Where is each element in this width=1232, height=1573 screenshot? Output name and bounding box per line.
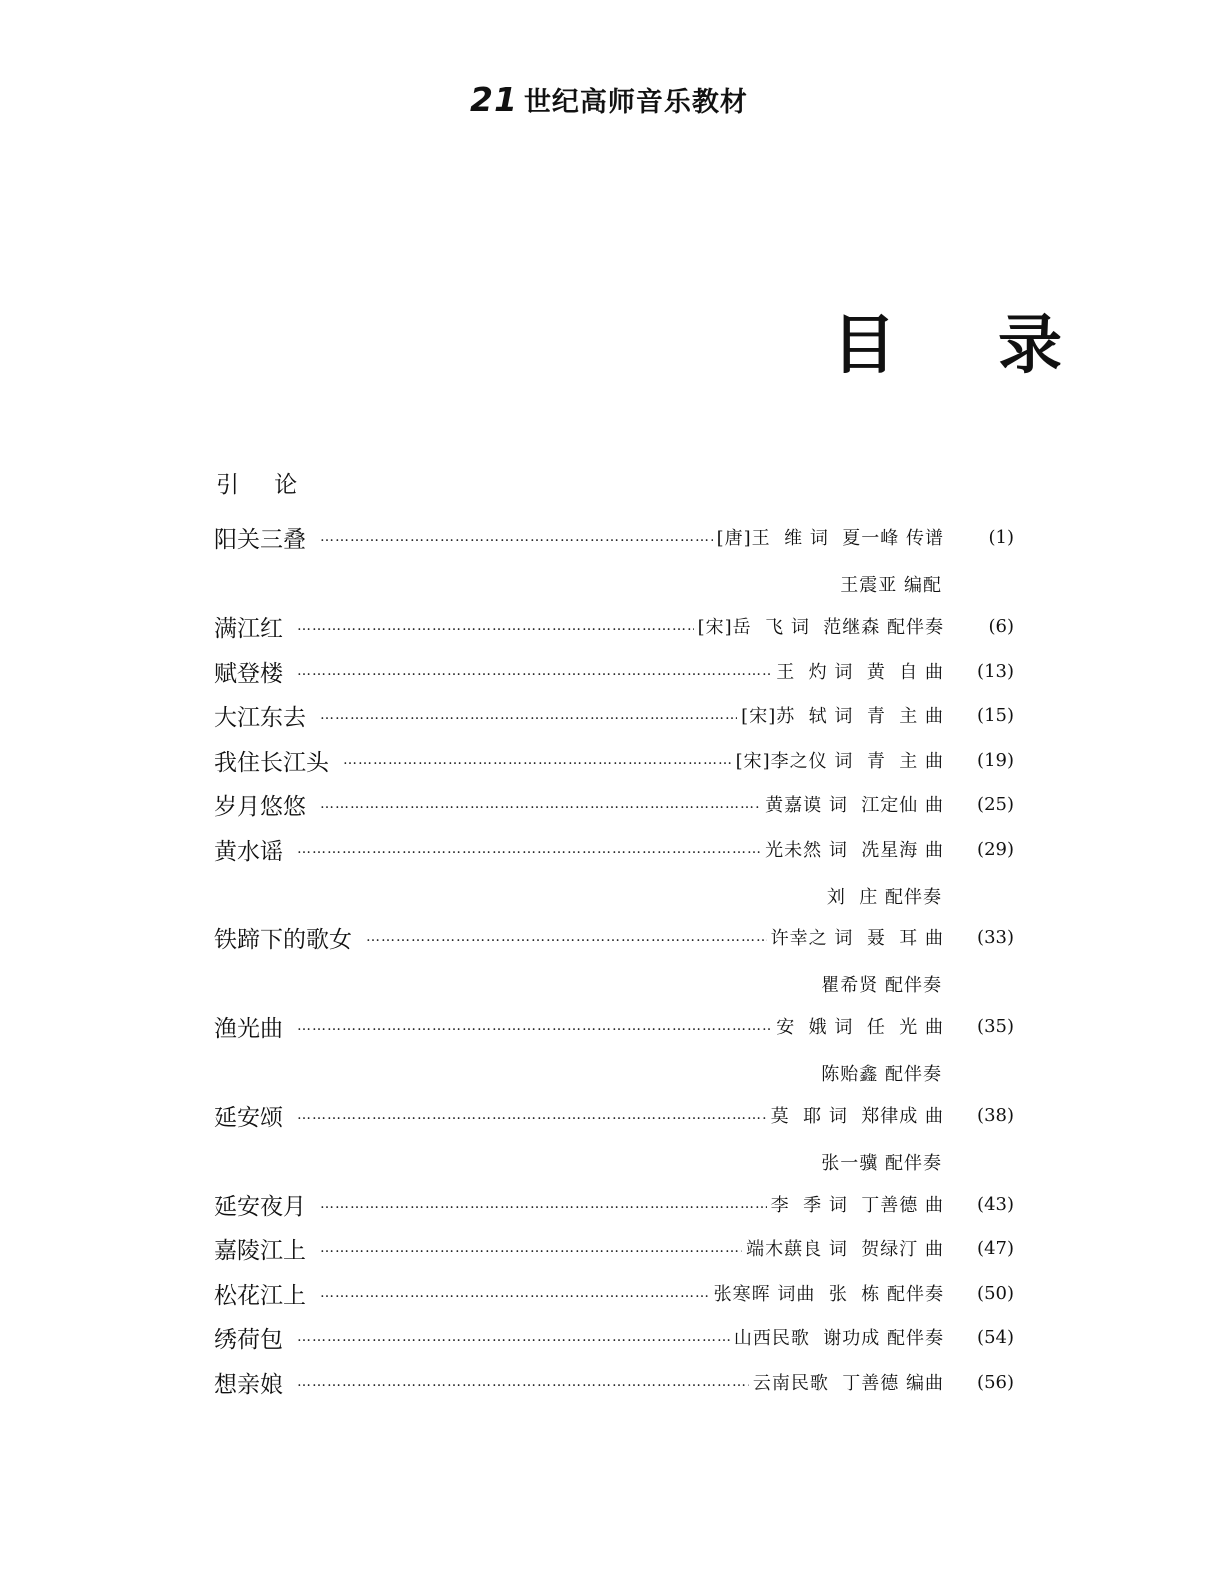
toc-entry-title: 延安夜月 — [214, 1193, 306, 1220]
toc-entry-credit: 端木蕻良 词 贺绿汀 曲 — [746, 1239, 944, 1260]
toc-entry-page: (19) — [977, 749, 1014, 771]
toc-entry-page: (54) — [977, 1326, 1014, 1348]
toc-entry-credit: 莫 耶 词 郑律成 曲 — [770, 1106, 944, 1127]
dot-leader — [297, 1107, 767, 1123]
dot-leader — [320, 529, 713, 545]
intro-label: 引 论 — [216, 472, 312, 498]
toc-entry-sub-credit: 王震亚 编配 — [840, 575, 942, 596]
toc-entry — [214, 832, 1014, 866]
dot-leader — [320, 796, 761, 812]
toc-entry — [214, 1098, 1014, 1132]
toc-entry — [214, 654, 1014, 688]
toc-entry-sub-credit: 张一骥 配伴奏 — [821, 1153, 942, 1174]
page-title-char-1: 目 — [832, 309, 896, 383]
toc-entry-credit: [宋]岳 飞 词 范继森 配伴奏 — [697, 617, 944, 638]
toc-entry-page: (33) — [977, 926, 1014, 948]
toc-entry — [214, 1187, 1014, 1221]
toc-entry-sub-credit: 瞿希贤 配伴奏 — [821, 975, 942, 996]
dot-leader — [297, 841, 761, 857]
toc-entry — [214, 520, 1014, 554]
toc-entry-page: (13) — [977, 660, 1014, 682]
toc-entry — [214, 609, 1014, 643]
toc-entry-title: 岁月悠悠 — [214, 793, 306, 820]
toc-entry-page: (25) — [977, 793, 1014, 815]
toc-entry-credit: 张寒晖 词曲 张 栋 配伴奏 — [713, 1284, 944, 1305]
toc-entry — [214, 743, 1014, 777]
toc-entry-credit: 李 季 词 丁善德 曲 — [770, 1195, 944, 1216]
toc-entry-credit: [宋]苏 轼 词 青 主 曲 — [741, 706, 944, 727]
dot-leader — [297, 1374, 749, 1390]
toc-entry-page: (1) — [988, 526, 1014, 548]
toc-entry-page: (35) — [977, 1015, 1014, 1037]
toc-entry-credit: [宋]李之仪 词 青 主 曲 — [735, 751, 944, 772]
toc-entry-page: (56) — [977, 1371, 1014, 1393]
toc-entry-page: (43) — [977, 1193, 1014, 1215]
toc-entry — [214, 1009, 1014, 1043]
toc-entry-credit: 光未然 词 冼星海 曲 — [765, 840, 944, 861]
toc-entry-title: 渔光曲 — [214, 1015, 283, 1042]
dot-leader — [320, 1196, 767, 1212]
toc-entry-title: 大江东去 — [214, 704, 306, 731]
dot-leader — [366, 929, 767, 945]
dot-leader — [297, 618, 694, 634]
toc-entry-title: 赋登楼 — [214, 660, 283, 687]
toc-entry-title: 黄水谣 — [214, 838, 283, 865]
toc-entry-title: 延安颂 — [214, 1104, 283, 1131]
toc-entry-title: 铁蹄下的歌女 — [214, 926, 352, 953]
dot-leader — [320, 1285, 710, 1301]
toc-entry-page: (50) — [977, 1282, 1014, 1304]
toc-entry — [214, 1276, 1014, 1310]
toc-entry — [214, 1320, 1014, 1354]
toc-entry-credit: 许幸之 词 聂 耳 曲 — [770, 928, 944, 949]
toc-entry-credit: 山西民歌 谢功成 配伴奏 — [733, 1328, 944, 1349]
toc-entry-page: (29) — [977, 838, 1014, 860]
dot-leader — [297, 663, 772, 679]
toc-entry-title: 嘉陵江上 — [214, 1237, 306, 1264]
toc-entry-title: 绣荷包 — [214, 1326, 283, 1353]
toc-entry-title: 满江红 — [214, 615, 283, 642]
series-number: 21 — [470, 80, 518, 119]
toc-entry-credit: 安 娥 词 任 光 曲 — [776, 1017, 944, 1038]
toc-entry-page: (47) — [977, 1237, 1014, 1259]
toc-entry-page: (6) — [988, 615, 1014, 637]
toc-entry-credit: 黄嘉谟 词 江定仙 曲 — [765, 795, 944, 816]
toc-entry-title: 阳关三叠 — [214, 526, 306, 553]
dot-leader — [320, 1240, 742, 1256]
dot-leader — [320, 707, 737, 723]
toc-entry-page: (38) — [977, 1104, 1014, 1126]
dot-leader — [297, 1018, 772, 1034]
series-name: 世纪高师音乐教材 — [523, 87, 748, 118]
toc-entry-sub-credit: 刘 庄 配伴奏 — [826, 887, 942, 908]
toc-entry-sub-credit: 陈贻鑫 配伴奏 — [821, 1064, 942, 1085]
toc-entry-title: 我住长江头 — [214, 749, 329, 776]
toc-entry-credit: 王 灼 词 黄 自 曲 — [776, 662, 944, 683]
toc-entry-title: 松花江上 — [214, 1282, 306, 1309]
toc-entry-credit: [唐]王 维 词 夏一峰 传谱 — [716, 528, 944, 549]
page-title-char-2: 录 — [998, 309, 1062, 383]
toc-entry — [214, 698, 1014, 732]
toc-entry-page: (15) — [977, 704, 1014, 726]
toc-entry-credit: 云南民歌 丁善德 编曲 — [752, 1373, 944, 1394]
dot-leader — [343, 752, 732, 768]
dot-leader — [297, 1329, 730, 1345]
toc-entry — [214, 1231, 1014, 1265]
toc-entry-title: 想亲娘 — [214, 1371, 283, 1398]
toc-entry — [214, 920, 1014, 954]
toc-entry — [214, 787, 1014, 821]
toc-entry — [214, 1365, 1014, 1399]
